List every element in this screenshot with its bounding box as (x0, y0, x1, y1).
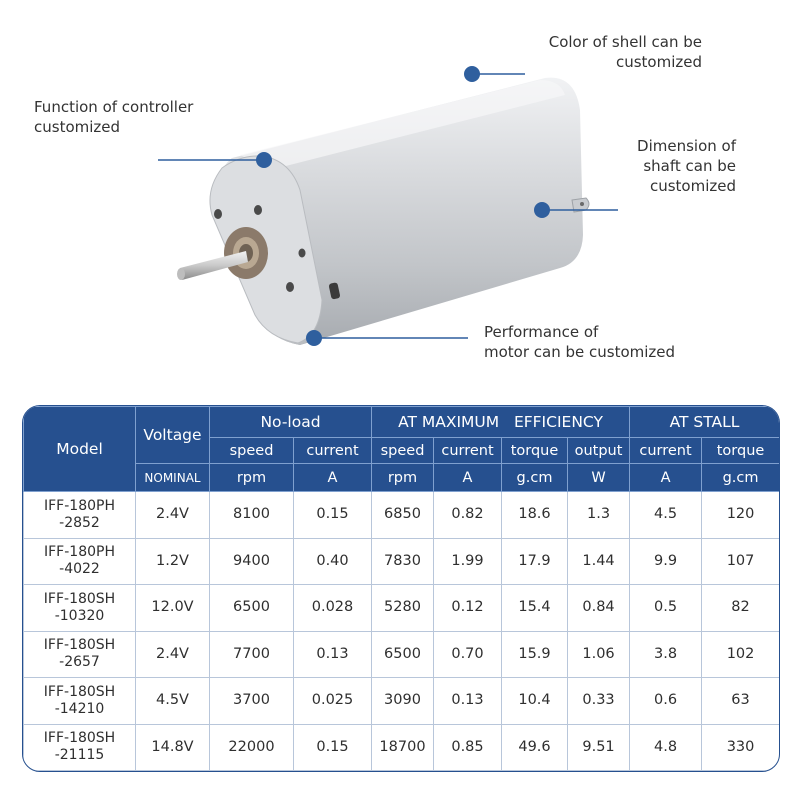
cell-maxeff-output: 1.3 (568, 492, 630, 539)
cell-maxeff-current: 0.12 (434, 585, 502, 632)
cell-noload-speed: 22000 (210, 724, 294, 771)
unit-maxeff-torque: g.cm (502, 464, 568, 492)
header-stall: AT STALL (630, 407, 780, 438)
callout-shaft-line-1: Dimension of (637, 137, 736, 155)
cell-maxeff-speed: 3090 (372, 678, 434, 725)
cell-model-line: IFF-180PH (44, 497, 115, 514)
table-row (24, 492, 780, 539)
cell-model (24, 538, 136, 585)
cell-voltage: 2.4V (136, 631, 210, 678)
callout-shaft-line-3: customized (649, 177, 736, 195)
cell-maxeff-output: 0.84 (568, 585, 630, 632)
cell-model-line: IFF-180SH (43, 637, 116, 654)
callout-controller-line-2: customized (34, 118, 121, 136)
cell-noload-current: 0.15 (294, 724, 372, 771)
callout-shaft-line-2: shaft can be (643, 157, 736, 175)
cell-model-line: IFF-180SH (43, 590, 116, 607)
cell-voltage: 2.4V (136, 492, 210, 539)
cell-model (24, 492, 136, 539)
table-row (24, 678, 780, 725)
spec-table-container (22, 405, 780, 772)
callout-performance-line-2: motor can be customized (484, 343, 676, 361)
cell-noload-current: 0.025 (294, 678, 372, 725)
cell-maxeff-speed: 18700 (372, 724, 434, 771)
cell-stall-torque: 330 (702, 724, 780, 771)
subheader-stall-current: current (630, 438, 702, 464)
subheader-maxeff-torque: torque (502, 438, 568, 464)
cell-stall-current: 0.5 (630, 585, 702, 632)
unit-noload-current: A (294, 464, 372, 492)
cell-maxeff-current: 0.82 (434, 492, 502, 539)
cell-voltage: 14.8V (136, 724, 210, 771)
cell-voltage: 4.5V (136, 678, 210, 725)
cell-stall-torque: 107 (702, 538, 780, 585)
cell-maxeff-speed: 6500 (372, 631, 434, 678)
cell-maxeff-current: 0.13 (434, 678, 502, 725)
table-row (24, 724, 780, 771)
cell-stall-torque: 102 (702, 631, 780, 678)
cell-stall-current: 4.8 (630, 724, 702, 771)
header-max-efficiency-b: EFFICIENCY (513, 413, 603, 431)
unit-stall-torque: g.cm (702, 464, 780, 492)
cell-model-line: -14210 (54, 700, 105, 717)
header-voltage: Voltage (136, 407, 210, 464)
cell-noload-speed: 9400 (210, 538, 294, 585)
cell-stall-current: 4.5 (630, 492, 702, 539)
cell-model-line: -4022 (59, 561, 100, 578)
cell-noload-speed: 8100 (210, 492, 294, 539)
callout-performance (484, 322, 675, 362)
subheader-maxeff-output: output (568, 438, 630, 464)
table-row (24, 585, 780, 632)
header-max-efficiency (372, 407, 630, 438)
motor-body (210, 78, 589, 345)
cell-stall-torque: 63 (702, 678, 780, 725)
cell-maxeff-torque: 49.6 (502, 724, 568, 771)
cell-stall-torque: 82 (702, 585, 780, 632)
subheader-noload-current: current (294, 438, 372, 464)
cell-maxeff-current: 0.70 (434, 631, 502, 678)
subheader-maxeff-speed: speed (372, 438, 434, 464)
cell-model (24, 724, 136, 771)
cell-model (24, 678, 136, 725)
callout-shell (500, 32, 702, 72)
cell-noload-current: 0.028 (294, 585, 372, 632)
cell-stall-current: 3.8 (630, 631, 702, 678)
cell-model (24, 631, 136, 678)
header-noload: No-load (210, 407, 372, 438)
cell-model-line: IFF-180PH (44, 544, 115, 561)
cell-maxeff-speed: 5280 (372, 585, 434, 632)
cell-model-line: -21115 (54, 747, 105, 764)
cell-model-line: -2657 (59, 654, 100, 671)
unit-maxeff-current: A (434, 464, 502, 492)
table-row (24, 538, 780, 585)
callout-shaft (600, 136, 736, 196)
subheader-noload-speed: speed (210, 438, 294, 464)
cell-stall-torque: 120 (702, 492, 780, 539)
callout-shell-line-2: customized (615, 53, 702, 71)
cell-noload-current: 0.15 (294, 492, 372, 539)
callout-shell-line-1: Color of shell can be (548, 33, 702, 51)
cell-stall-current: 0.6 (630, 678, 702, 725)
spec-table-body (24, 492, 780, 771)
cell-noload-current: 0.13 (294, 631, 372, 678)
cell-maxeff-output: 0.33 (568, 678, 630, 725)
spec-table (23, 406, 780, 771)
cell-maxeff-torque: 15.4 (502, 585, 568, 632)
unit-stall-current: A (630, 464, 702, 492)
cell-model-line: -10320 (54, 607, 105, 624)
cell-model-line: -2852 (59, 514, 100, 531)
cell-maxeff-output: 1.44 (568, 538, 630, 585)
cell-voltage: 1.2V (136, 538, 210, 585)
subheader-stall-torque: torque (702, 438, 780, 464)
cell-maxeff-torque: 10.4 (502, 678, 568, 725)
cell-maxeff-speed: 6850 (372, 492, 434, 539)
cell-model-line: IFF-180SH (43, 730, 116, 747)
unit-maxeff-speed: rpm (372, 464, 434, 492)
callout-performance-line-1: Performance of (484, 323, 599, 341)
table-row (24, 631, 780, 678)
spec-table-header (24, 407, 780, 492)
header-max-efficiency-a: AT MAXIMUM (398, 413, 500, 431)
cell-model-line: IFF-180SH (43, 683, 116, 700)
unit-noload-speed: rpm (210, 464, 294, 492)
callout-controller (34, 97, 193, 137)
cell-noload-speed: 6500 (210, 585, 294, 632)
cell-maxeff-torque: 15.9 (502, 631, 568, 678)
cell-maxeff-current: 1.99 (434, 538, 502, 585)
cell-maxeff-torque: 17.9 (502, 538, 568, 585)
cell-maxeff-current: 0.85 (434, 724, 502, 771)
cell-noload-speed: 3700 (210, 678, 294, 725)
cell-model (24, 585, 136, 632)
product-illustration-area (0, 0, 800, 395)
cell-maxeff-speed: 7830 (372, 538, 434, 585)
header-model: Model (24, 407, 136, 492)
callout-controller-line-1: Function of controller (34, 98, 194, 116)
cell-maxeff-output: 9.51 (568, 724, 630, 771)
cell-noload-current: 0.40 (294, 538, 372, 585)
cell-stall-current: 9.9 (630, 538, 702, 585)
cell-voltage: 12.0V (136, 585, 210, 632)
unit-maxeff-output: W (568, 464, 630, 492)
cell-maxeff-torque: 18.6 (502, 492, 568, 539)
cell-maxeff-output: 1.06 (568, 631, 630, 678)
subheader-nominal: NOMINAL (136, 464, 210, 492)
cell-noload-speed: 7700 (210, 631, 294, 678)
subheader-maxeff-current: current (434, 438, 502, 464)
